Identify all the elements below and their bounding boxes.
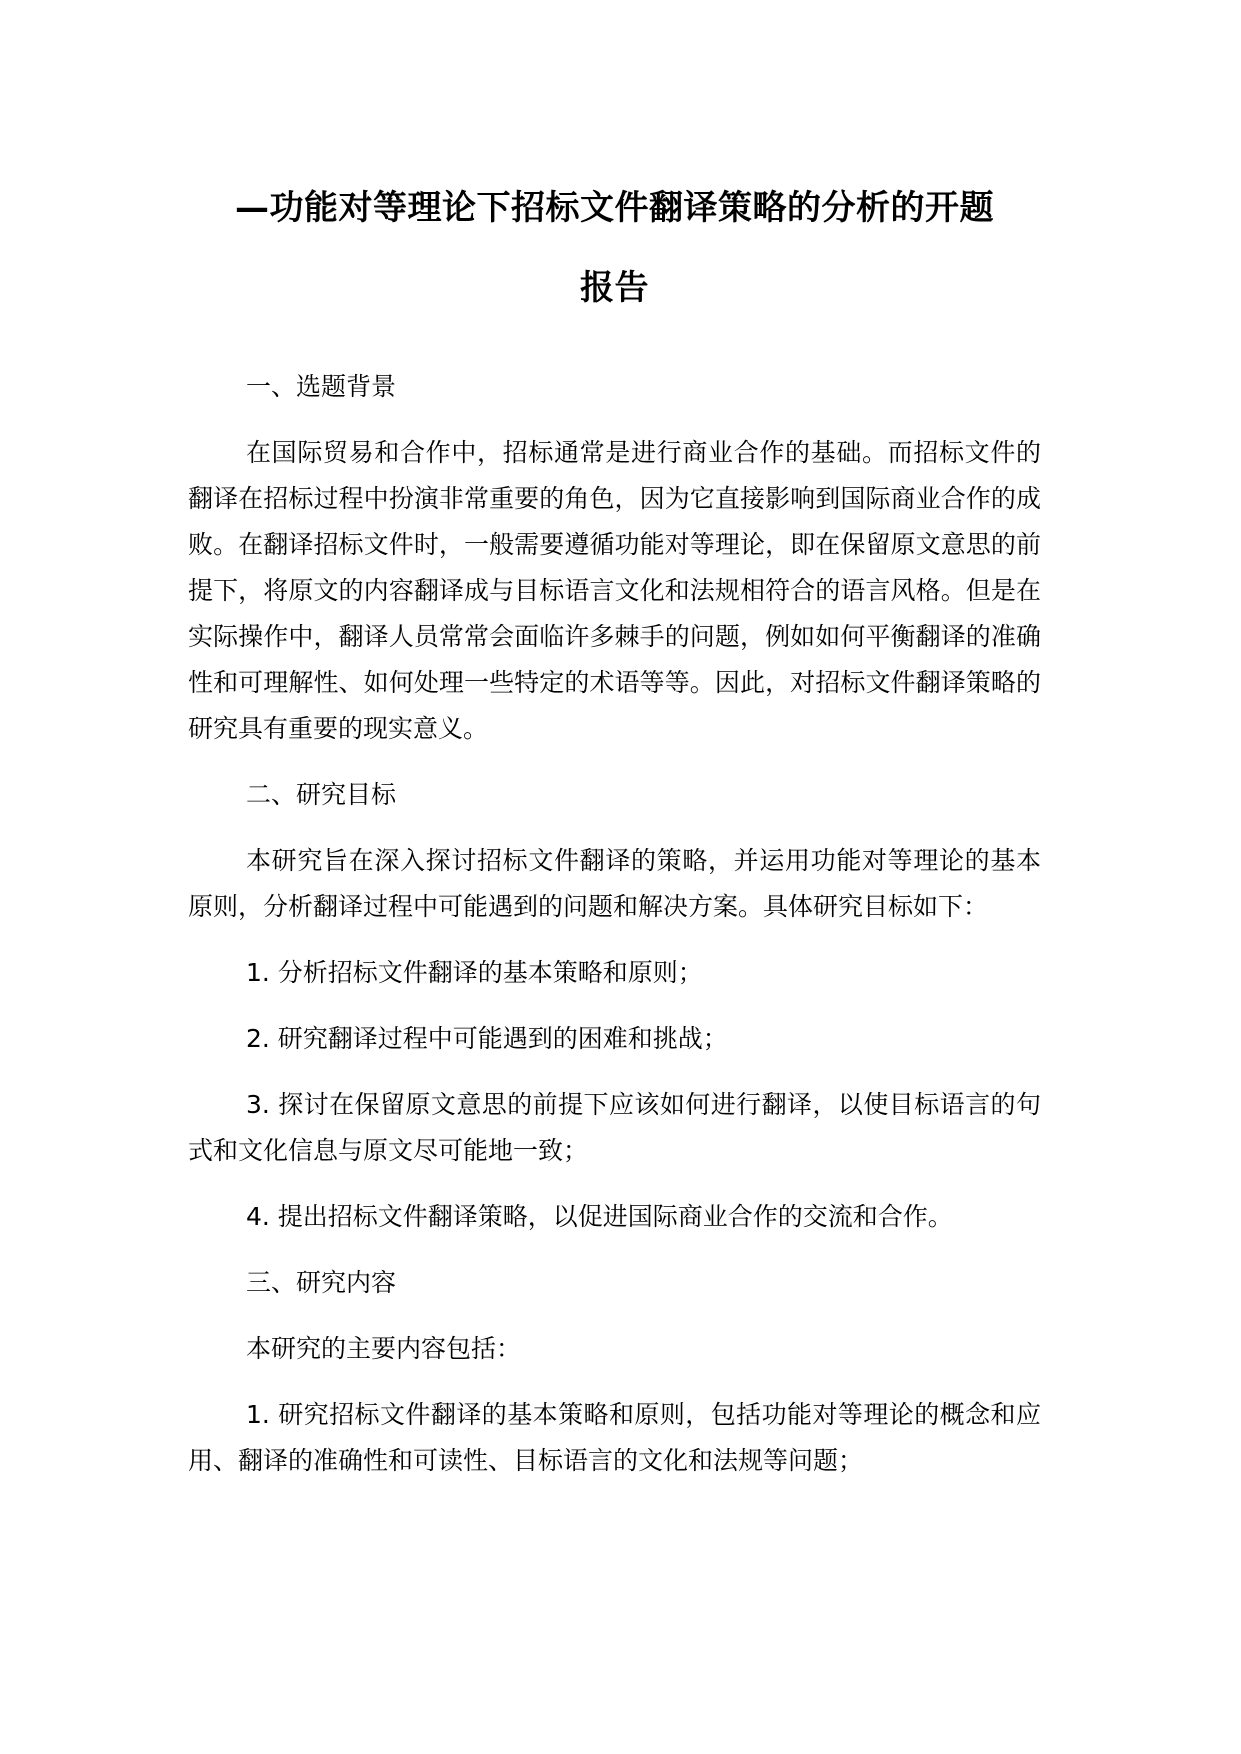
section-2-item-1: 1. 分析招标文件翻译的基本策略和原则； [246, 958, 703, 987]
section-2-heading: 二、研究目标 [246, 780, 397, 809]
section-1-heading: 一、选题背景 [246, 372, 397, 401]
title-line-2: 报告 [580, 268, 649, 308]
section-3-paragraph: 本研究的主要内容包括： [246, 1334, 522, 1363]
document-body [188, 364, 1041, 1484]
title-line-1: —功能对等理论下招标文件翻译策略的分析的开题 [235, 188, 994, 228]
section-1-paragraph: 在国际贸易和合作中，招标通常是进行商业合作的基础。而招标文件的翻译在招标过程中扮演非常重要的角色，因为它直接影响到国际商业合作的成败。在翻译招标文件时，一般需要遵循功能对等理论，即在保留原文意思的前提下，将原文的内容翻译成与目标语言文化和法规相符合的语言风格。但是在实际操作中，翻译人员常常会面临许多棘手的问题，例如如何平衡翻译的准确性和可理解性、如何处理一些特定的术语等等。因此，对招标文件翻译策略的研究具有重要的现实意义。 [188, 438, 1041, 743]
document-title [188, 168, 1041, 328]
section-3-item-1: 1. 研究招标文件翻译的基本策略和原则，包括功能对等理论的概念和应用、翻译的准确性和可读性、目标语言的文化和法规等问题； [188, 1400, 1041, 1475]
section-2-paragraph: 本研究旨在深入探讨招标文件翻译的策略，并运用功能对等理论的基本原则，分析翻译过程中可能遇到的问题和解决方案。具体研究目标如下： [188, 846, 1041, 921]
section-2-item-2: 2. 研究翻译过程中可能遇到的困难和挑战； [246, 1024, 728, 1053]
section-3-heading: 三、研究内容 [246, 1268, 397, 1297]
section-2-item-4: 4. 提出招标文件翻译策略，以促进国际商业合作的交流和合作。 [246, 1202, 953, 1231]
section-2-item-3: 3. 探讨在保留原文意思的前提下应该如何进行翻译，以使目标语言的句式和文化信息与原文尽可能地一致； [188, 1090, 1041, 1165]
